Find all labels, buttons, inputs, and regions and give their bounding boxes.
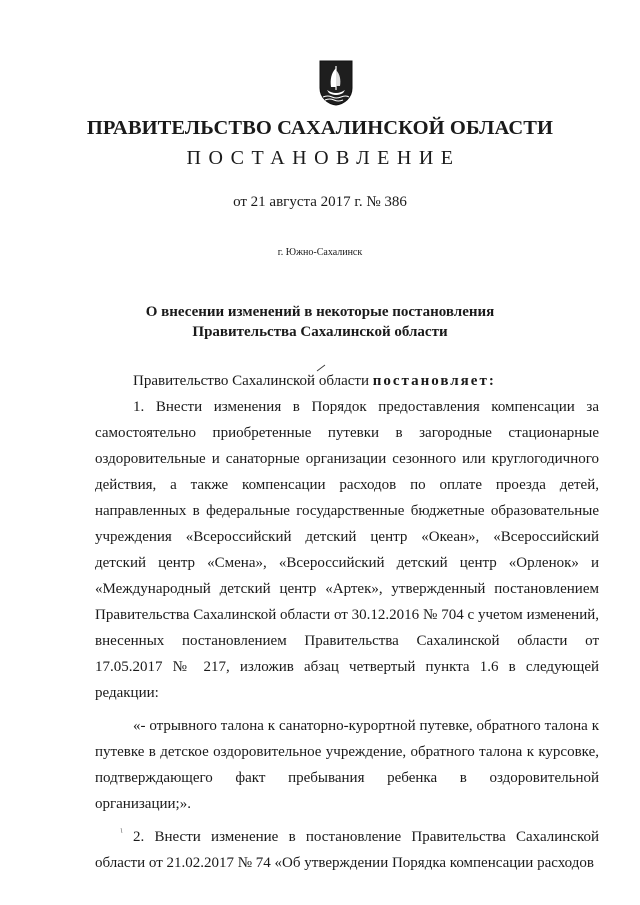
sakhalin-coat-of-arms-icon — [319, 60, 353, 106]
paragraph-1: 1. Внести изменения в Порядок предоставления компенсации за самостоятельно приобретенные путевки в загородные стационарные оздоровительные и санаторные организации сезонного или круглогодичного действия, а также компенсации расходов по оплате проезда детей, направленных в федеральные государственные бюджетные образовательные учреждения «Всероссийский детский центр «Океан», «Всероссийский детский центр «Смена», «Всероссийский детский центр «Орленок» и «Международный детский центр «Артек», утвержденный постановлением Правительства Сахалинской области от 30.12.2016 № 704 с учетом изменений, внесенных постановлением Правительства Сахалинской области от 17.05.2017 № 217, изложив абзац четвертый пункта 1.6 в следующей редакции: — [95, 399, 599, 701]
scan-speck — [120, 828, 123, 833]
document-date-number: от 21 августа 2017 г. № 386 — [233, 194, 407, 210]
document-body — [95, 368, 599, 876]
document-type: ПОСТАНОВЛЕНИЕ — [186, 147, 461, 169]
paragraph-2: 2. Внести изменение в постановление Правительства Сахалинской области от 21.02.2017 № 74 «Об утверждении Порядка компенсации расходов — [95, 829, 599, 871]
intro-paragraph — [95, 368, 599, 394]
organization-title: ПРАВИТЕЛЬСТВО САХАЛИНСКОЙ ОБЛАСТИ — [86, 117, 554, 139]
quoted-paragraph: «- отрывного талона к санаторно-курортной путевке, обратного талона к путевке в детское оздоровительное учреждение, обратного талона к курсовке, подтверждающего факт пребывания ребенка в оздоровительной организации;». — [95, 718, 599, 812]
intro-emphasis: постановляет: — [372, 373, 496, 389]
document-city: г. Южно-Сахалинск — [277, 247, 363, 258]
intro-text: Правительство Сахалинской области — [133, 373, 373, 389]
subject-line-2: Правительства Сахалинской области — [192, 324, 448, 340]
subject-line-1: О внесении изменений в некоторые постановления — [145, 304, 495, 320]
document-subject — [0, 302, 640, 342]
